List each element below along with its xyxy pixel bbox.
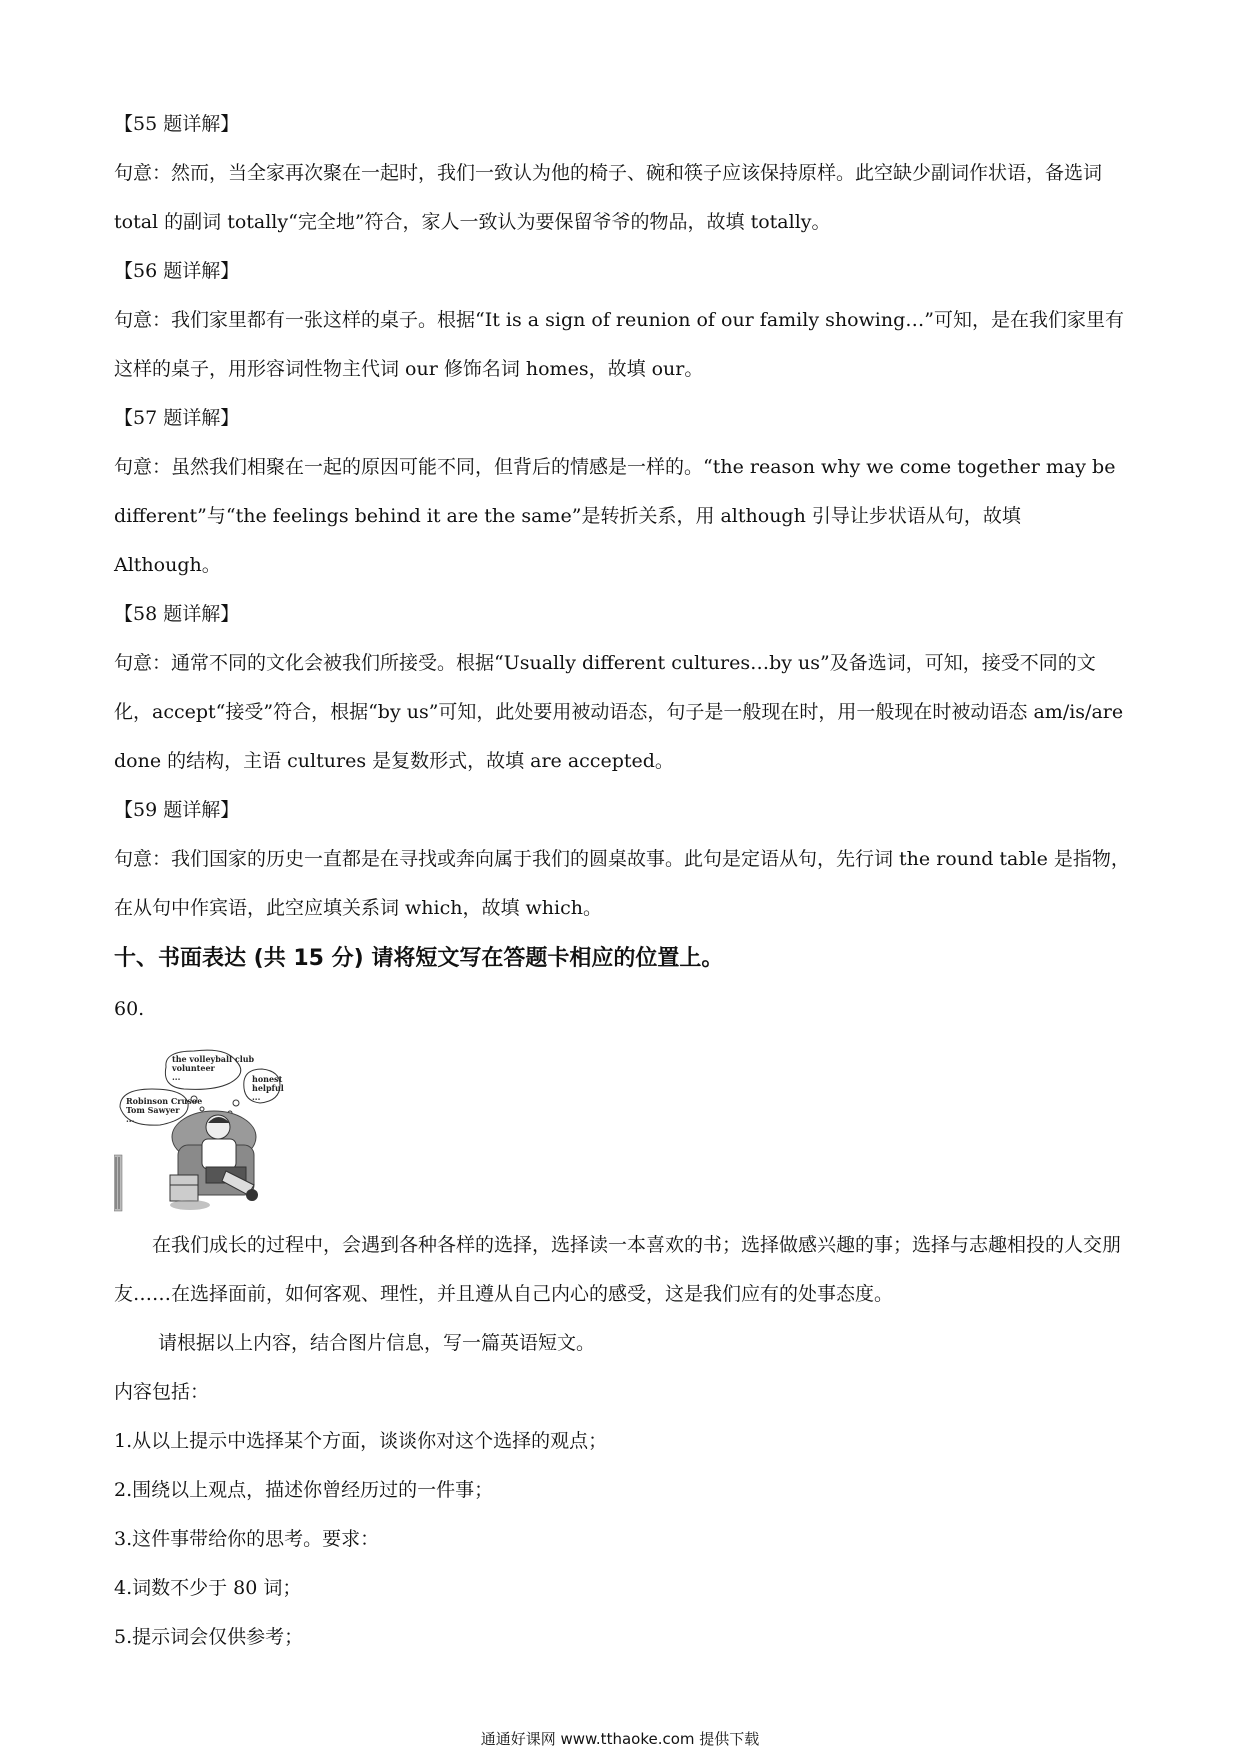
explanation-57 [114, 394, 1130, 590]
explanation-text: 句意：虽然我们相聚在一起的原因可能不同，但背后的情感是一样的。“the reason why we come together may be different”与“the feelings behind it are the same”是转折关系，用 although 引导让步状语从句，故填 Although。 [114, 456, 1116, 576]
explanation-55 [114, 100, 1130, 247]
list-item: 3.这件事带给你的思考。要求： [114, 1528, 380, 1550]
explanation-heading: 【56 题详解】 [114, 260, 240, 282]
explanation-56 [114, 247, 1130, 394]
explanation-text: 句意：然而，当全家再次聚在一起时，我们一致认为他的椅子、碗和筷子应该保持原样。此空缺少副词作状语，备选词 total 的副词 totally“完全地”符合，家人一致认为要保留爷爷的物品，故填 totally。 [114, 162, 1103, 233]
prompt-paragraph: 在我们成长的过程中，会遇到各种各样的选择，选择读一本喜欢的书；选择做感兴趣的事；选择与志趣相投的人交朋友……在选择面前，如何客观、理性，并且遵从自己内心的感受，这是我们应有的处事态度。 [114, 1234, 1122, 1305]
explanation-text: 句意：通常不同的文化会被我们所接受。根据“Usually different cultures…by us”及备选词，可知，接受不同的文化，accept“接受”符合，根据“by us”可知，此处要用被动语态，句子是一般现在时，用一般现在时被动语态 am/is/are done 的结构，主语 cultures 是复数形式，故填 are accepted。 [114, 652, 1124, 772]
thought-bubble-books: Robinson Crusoe Tom Sawyer ... [126, 1096, 203, 1124]
section-title: 十、书面表达 (共 15 分) 请将短文写在答题卡相应的位置上。 [114, 946, 724, 971]
thought-bubble-volleyball: the volleyball club volunteer ... [172, 1054, 255, 1082]
explanation-heading: 【55 题详解】 [114, 113, 240, 135]
illustration [114, 1045, 286, 1215]
list-item: 4.词数不少于 80 词； [114, 1577, 302, 1599]
page-footer: 通通好课网 www.tthaoke.com 提供下载 [480, 1730, 760, 1748]
list-item: 1.从以上提示中选择某个方面，谈谈你对这个选择的观点； [114, 1430, 608, 1452]
content-label: 内容包括： [114, 1381, 210, 1403]
explanation-text: 句意：我们家里都有一张这样的桌子。根据“It is a sign of reunion of our family showing…”可知，是在我们家里有这样的桌子，用形容词性物主代词 our 修饰名词 homes，故填 our。 [114, 309, 1124, 380]
instruction-text: 请根据以上内容，结合图片信息，写一篇英语短文。 [158, 1332, 596, 1354]
question-number: 60. [114, 998, 145, 1020]
thought-bubble-qualities: honest helpful ... [252, 1074, 284, 1102]
list-item: 5.提示词会仅供参考； [114, 1626, 304, 1648]
explanation-heading: 【57 题详解】 [114, 407, 240, 429]
page-content [114, 100, 1130, 1662]
explanation-heading: 【58 题详解】 [114, 603, 240, 625]
explanation-heading: 【59 题详解】 [114, 799, 240, 821]
list-item: 2.围绕以上观点，描述你曾经历过的一件事； [114, 1479, 494, 1501]
explanation-59 [114, 786, 1130, 933]
explanation-text: 句意：我们国家的历史一直都是在寻找或奔向属于我们的圆桌故事。此句是定语从句，先行词 the round table 是指物，在从句中作宾语，此空应填关系词 which，故填 which。 [114, 848, 1130, 919]
explanation-58 [114, 590, 1130, 786]
